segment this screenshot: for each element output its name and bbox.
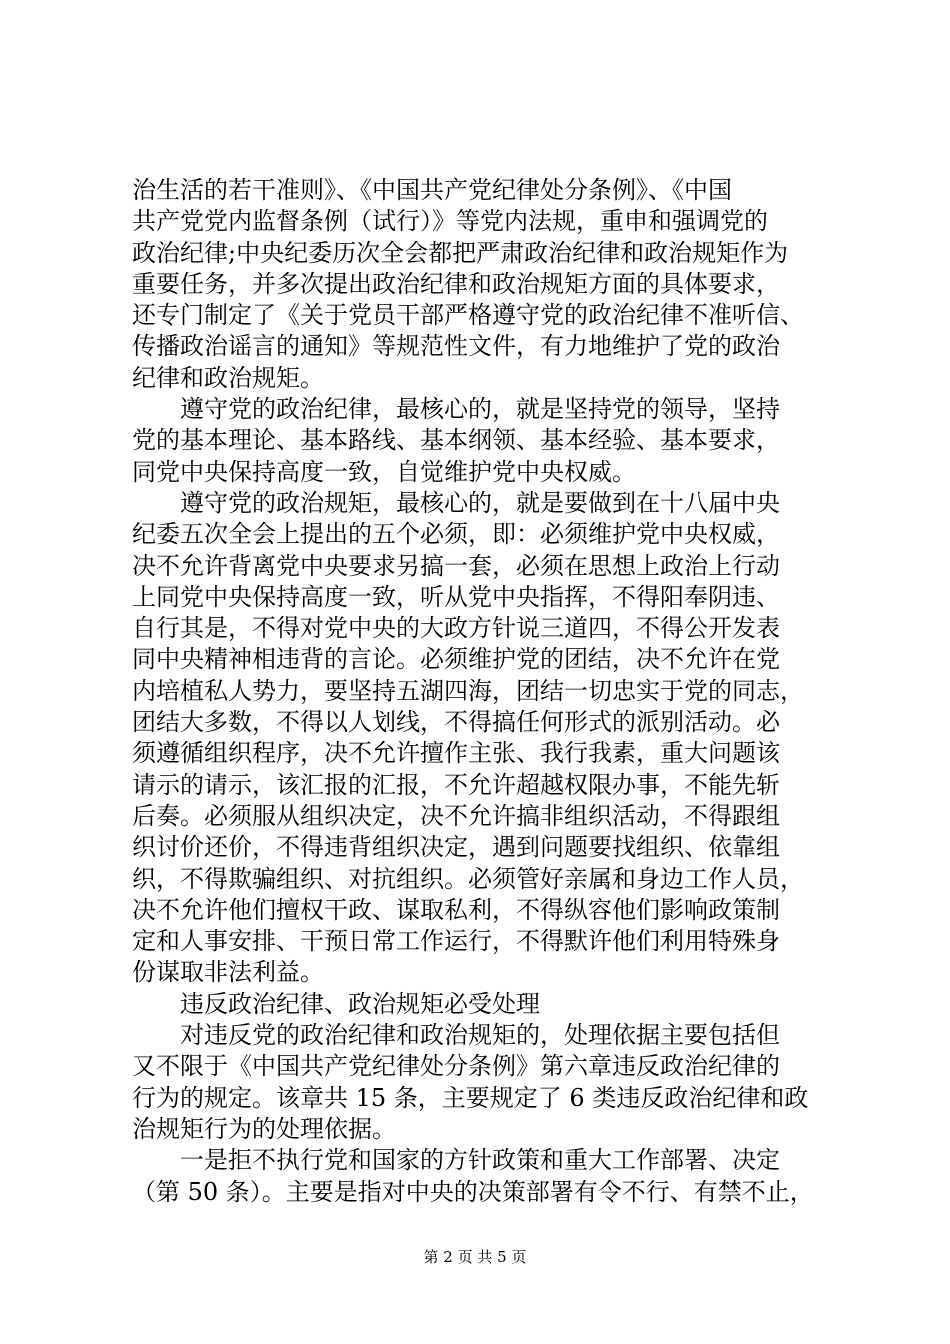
text-line: 决不允许背离党中央要求另搞一套，必须在思想上政治上行动 [132,551,780,580]
text-line: 遵守党的政治规矩，最核心的，就是要做到在十八届中央 [132,488,780,517]
text-line: 又不限于《中国共产党纪律处分条例》第六章违反政治纪律的 [132,1052,780,1081]
text-line: 党的基本理论、基本路线、基本纲领、基本经验、基本要求， [132,426,780,455]
text-line: 传播政治谣言的通知》等规范性文件，有力地维护了党的政治 [132,332,780,361]
text-line: 对违反党的政治纪律和政治规矩的，处理依据主要包括但 [132,1021,780,1050]
text-line: 自行其是，不得对党中央的大政方针说三道四，不得公开发表 [132,614,780,643]
page-number-footer: 第 2 页 共 5 页 [423,1248,527,1266]
text-line: 内培植私人势力，要坚持五湖四海，团结一切忠实于党的同志， [132,676,804,705]
text-line: 定和人事安排、干预日常工作运行，不得默许他们利用特殊身 [132,927,780,956]
document-body [132,175,852,1208]
text-line: 共产党党内监督条例（试行）》等党内法规，重申和强调党的 [132,207,768,236]
text-line: 同中央精神相违背的言论。必须维护党的团结，决不允许在党 [132,645,780,674]
text-line: 份谋取非法利益。 [132,958,324,987]
text-line: 纪律和政治规矩。 [132,363,324,392]
text-line: 遵守党的政治纪律，最核心的，就是坚持党的领导，坚持 [132,395,780,424]
text-line: 后奏。必须服从组织决定，决不允许搞非组织活动，不得跟组 [132,801,780,830]
text-line: 政治纪律;中央纪委历次全会都把严肃政治纪律和政治规矩作为 [132,238,789,267]
text-line: 重要任务，并多次提出政治纪律和政治规矩方面的具体要求， [132,269,780,298]
section-heading: 违反政治纪律、政治规矩必受处理 [132,989,540,1018]
text-line: 织讨价还价，不得违背组织决定，遇到问题要找组织、依靠组 [132,833,780,862]
text-line: 决不允许他们擅权干政、谋取私利，不得纵容他们影响政策制 [132,895,780,924]
text-line: 请示的请示，该汇报的汇报，不允许超越权限办事，不能先斩 [132,770,780,799]
text-line: （第 50 条）。主要是指对中央的决策部署有令不行、有禁不止， [132,1177,814,1206]
text-line: 同党中央保持高度一致，自觉维护党中央权威。 [132,457,636,486]
text-line: 行为的规定。该章共 15 条，主要规定了 6 类违反政治纪律和政 [132,1083,809,1112]
text-line: 织，不得欺骗组织、对抗组织。必须管好亲属和身边工作人员， [132,864,804,893]
text-line: 团结大多数，不得以人划线，不得搞任何形式的派别活动。必 [132,708,780,737]
text-line: 治生活的若干准则》、《中国共产党纪律处分条例》、《中国 [132,176,732,204]
text-line: 治规矩行为的处理依据。 [132,1114,396,1143]
text-line: 须遵循组织程序，决不允许擅作主张、我行我素，重大问题该 [132,739,780,768]
text-line: 一是拒不执行党和国家的方针政策和重大工作部署、决定 [132,1146,780,1175]
text-line: 还专门制定了《关于党员干部严格遵守党的政治纪律不准听信、 [132,301,804,330]
text-line: 上同党中央保持高度一致，听从党中央指挥，不得阳奉阴违、 [132,582,780,611]
text-line: 纪委五次全会上提出的五个必须，即：必须维护党中央权威， [132,520,780,549]
